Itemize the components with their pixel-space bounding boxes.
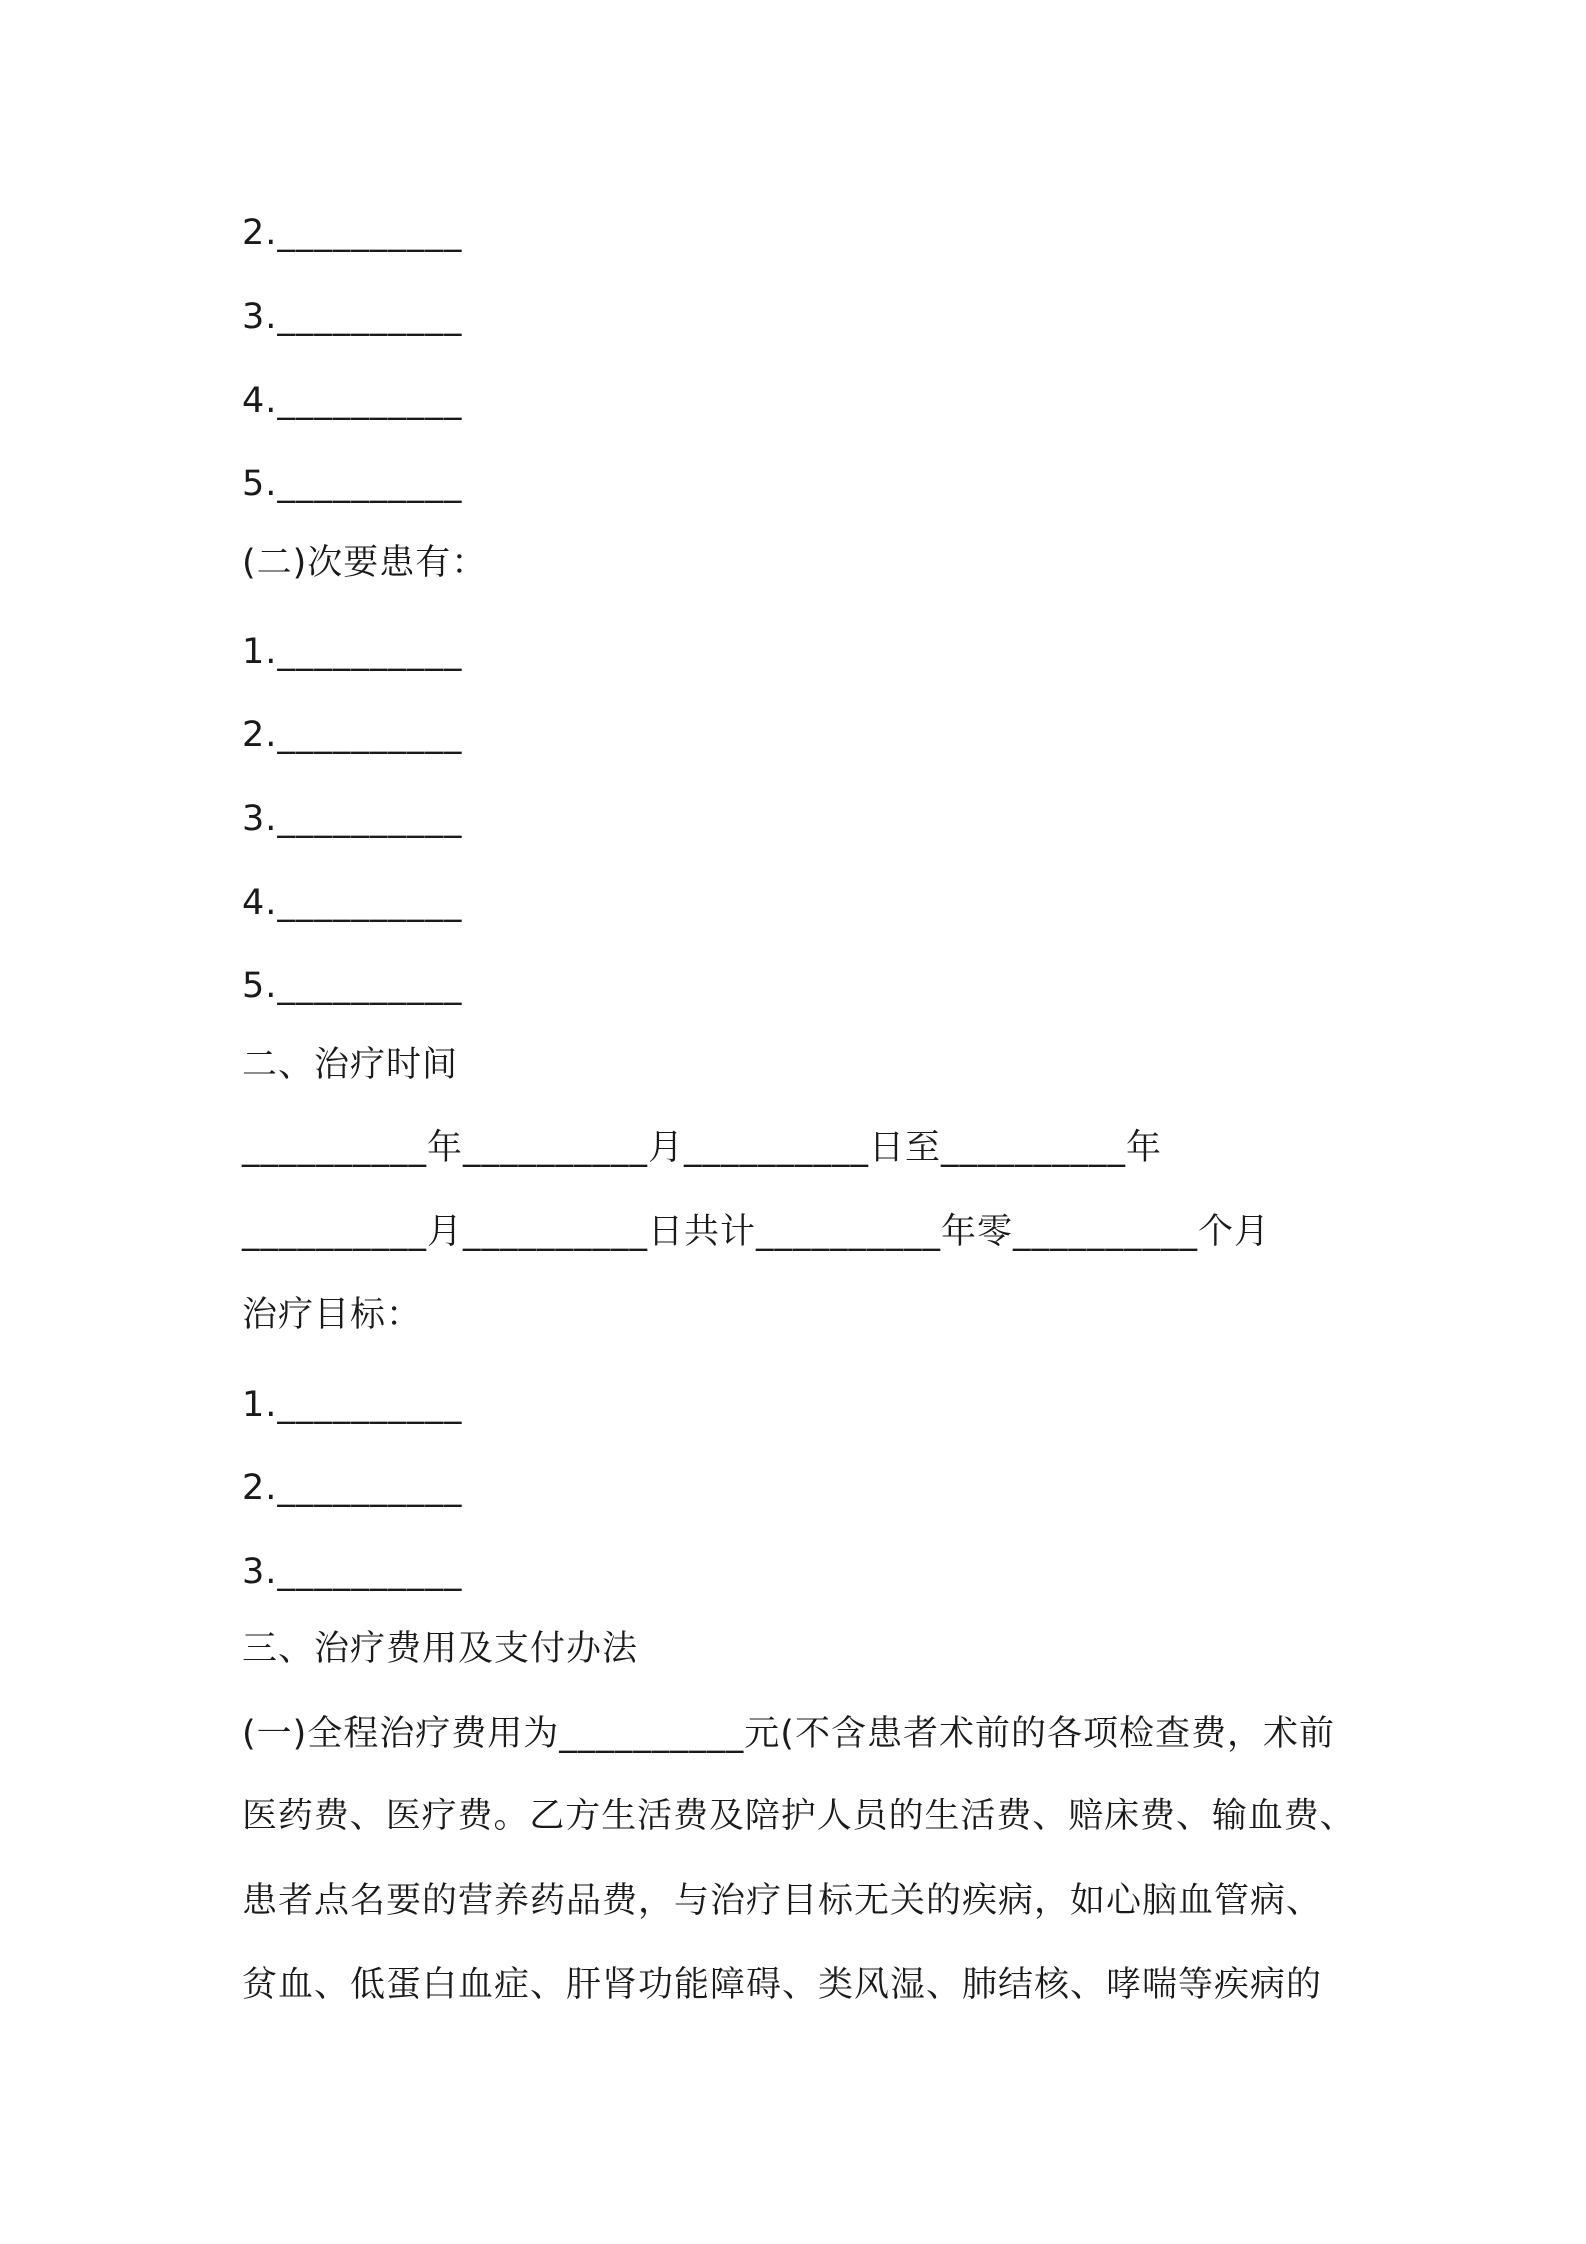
paragraph-line: 医药费、医疗费。乙方生活费及陪护人员的生活费、赔床费、输血费、 [242, 1796, 1356, 1836]
list-item: 4.__________ [242, 381, 463, 421]
list-item: 2.__________ [242, 1468, 463, 1508]
list-item: 4.__________ [242, 883, 463, 923]
list-item: 1.__________ [242, 1385, 463, 1425]
list-item: 2.__________ [242, 213, 463, 253]
list-item: 3.__________ [242, 297, 463, 337]
date-fill-line: __________月__________日共计__________年零__________个月 [242, 1212, 1271, 1252]
section-heading: (二)次要患有： [242, 543, 488, 583]
list-item: 3.__________ [242, 1552, 463, 1592]
paragraph-line: (一)全程治疗费用为__________元(不含患者术前的各项检查费，术前 [242, 1714, 1335, 1754]
paragraph-line: 贫血、低蛋白血症、肝肾功能障碍、类风湿、肺结核、哮喘等疾病的 [242, 1965, 1323, 2005]
list-item: 3.__________ [242, 799, 463, 839]
list-item: 2.__________ [242, 715, 463, 755]
section-heading: 三、治疗费用及支付办法 [242, 1629, 639, 1669]
list-item: 5.__________ [242, 464, 463, 504]
date-fill-line: __________年__________月__________日至__________年 [242, 1128, 1163, 1168]
section-heading: 二、治疗时间 [242, 1045, 459, 1085]
list-item: 5.__________ [242, 966, 463, 1006]
section-heading: 治疗目标： [242, 1295, 423, 1335]
paragraph-line: 患者点名要的营养药品费，与治疗目标无关的疾病，如心脑血管病、 [242, 1881, 1323, 1921]
list-item: 1.__________ [242, 632, 463, 672]
